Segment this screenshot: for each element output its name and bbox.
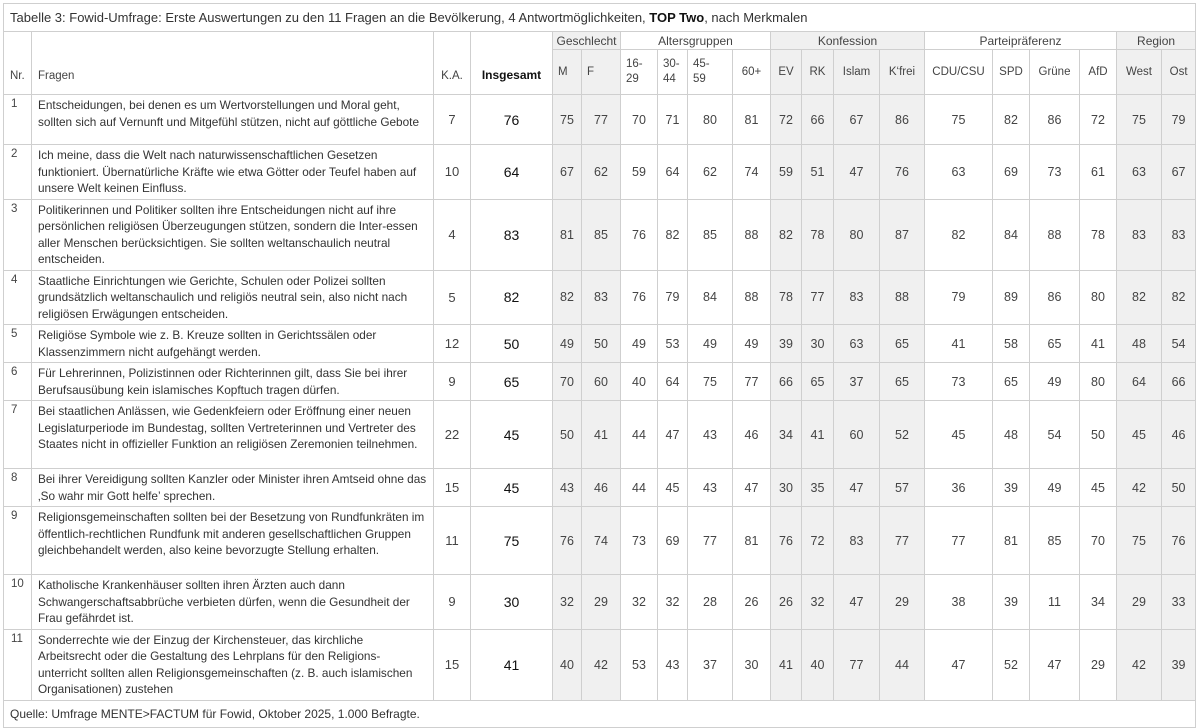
insgesamt-value: 64 xyxy=(471,145,553,200)
value-m: 70 xyxy=(553,363,582,401)
value-16-29: 49 xyxy=(621,325,658,363)
value-afd: 80 xyxy=(1080,270,1117,325)
value-cdu-csu: 73 xyxy=(925,363,993,401)
value-cdu-csu: 77 xyxy=(925,507,993,575)
value-16-29: 59 xyxy=(621,145,658,200)
value-ost: 67 xyxy=(1162,145,1196,200)
value-afd: 61 xyxy=(1080,145,1117,200)
value-west: 42 xyxy=(1117,629,1162,700)
value-islam: 37 xyxy=(834,363,880,401)
value-west: 83 xyxy=(1117,199,1162,270)
value-spd: 65 xyxy=(993,363,1030,401)
insgesamt-value: 83 xyxy=(471,199,553,270)
value-m: 32 xyxy=(553,575,582,630)
question-text: Katholische Krankenhäuser sollten ihren Ärzten auch dann Schwangerschaftsabbrüche verbieten dürfen, wenn die Gesundheit der Frau gefährdet ist. xyxy=(32,575,434,630)
question-text: Politikerinnen und Politiker sollten ihre Entscheidungen nicht auf ihre persönlichen religiösen Überzeugungen stützen, sondern die Inter-essen aller Menschen berücksichtigen. Sie sollten weltanschaulich neutral entscheiden. xyxy=(32,199,434,270)
value-spd: 58 xyxy=(993,325,1030,363)
value-cdu-csu: 38 xyxy=(925,575,993,630)
value-islam: 47 xyxy=(834,575,880,630)
value-afd: 50 xyxy=(1080,401,1117,469)
table-row xyxy=(4,145,1196,200)
column-header-west: West xyxy=(1117,50,1162,95)
row-number: 5 xyxy=(4,325,32,363)
value-m: 43 xyxy=(553,469,582,507)
value-afd: 45 xyxy=(1080,469,1117,507)
value-afd: 41 xyxy=(1080,325,1117,363)
value-16-29: 44 xyxy=(621,401,658,469)
source-note: Quelle: Umfrage MENTE>FACTUM für Fowid, Oktober 2025, 1.000 Befragte. xyxy=(4,700,1196,727)
column-header-afd: AfD xyxy=(1080,50,1117,95)
value-kfrei: 86 xyxy=(880,95,925,145)
value-ost: 39 xyxy=(1162,629,1196,700)
value-rk: 41 xyxy=(802,401,834,469)
value-islam: 63 xyxy=(834,325,880,363)
value-45-59: 84 xyxy=(688,270,733,325)
value-m: 81 xyxy=(553,199,582,270)
table-row xyxy=(4,469,1196,507)
value-m: 76 xyxy=(553,507,582,575)
value-islam: 47 xyxy=(834,145,880,200)
value-spd: 69 xyxy=(993,145,1030,200)
value-45-59: 85 xyxy=(688,199,733,270)
value-islam: 80 xyxy=(834,199,880,270)
value-30-44: 32 xyxy=(658,575,688,630)
value-kfrei: 52 xyxy=(880,401,925,469)
title-row xyxy=(4,4,1196,32)
footer-row xyxy=(4,700,1196,727)
value-16-29: 40 xyxy=(621,363,658,401)
header-nr: Nr. xyxy=(4,32,32,95)
value-45-59: 62 xyxy=(688,145,733,200)
survey-table xyxy=(3,3,1196,728)
ka-value: 11 xyxy=(434,507,471,575)
value-islam: 77 xyxy=(834,629,880,700)
question-text: Religiöse Symbole wie z. B. Kreuze sollten in Gerichtssälen oder Klassenzimmern nicht aufgehängt werden. xyxy=(32,325,434,363)
row-number: 4 xyxy=(4,270,32,325)
value-kfrei: 65 xyxy=(880,363,925,401)
insgesamt-value: 41 xyxy=(471,629,553,700)
value-gruene: 85 xyxy=(1030,507,1080,575)
value-30-44: 45 xyxy=(658,469,688,507)
value-ev: 41 xyxy=(771,629,802,700)
value-30-44: 64 xyxy=(658,363,688,401)
value-cdu-csu: 41 xyxy=(925,325,993,363)
value-m: 40 xyxy=(553,629,582,700)
question-text: Bei ihrer Vereidigung sollten Kanzler oder Minister ihren Amtseid ohne das ‚So wahr mir Gott helfe’ sprechen. xyxy=(32,469,434,507)
value-45-59: 77 xyxy=(688,507,733,575)
value-f: 46 xyxy=(582,469,621,507)
value-60plus: 77 xyxy=(733,363,771,401)
question-text: Entscheidungen, bei denen es um Wertvorstellungen und Moral geht, sollten sich auf Vernunft und Mitgefühl stützen, nicht auf göttliche Gebote xyxy=(32,95,434,145)
table-title-highlight: TOP Two xyxy=(649,10,705,25)
row-number: 11 xyxy=(4,629,32,700)
value-45-59: 43 xyxy=(688,401,733,469)
value-rk: 35 xyxy=(802,469,834,507)
question-text: Ich meine, dass die Welt nach naturwissenschaftlichen Gesetzen funktioniert. Übernatürliche Kräfte wie etwa Götter oder Teufel haben auf unsere Welt keinen Einfluss. xyxy=(32,145,434,200)
ka-value: 9 xyxy=(434,363,471,401)
row-number: 8 xyxy=(4,469,32,507)
value-spd: 84 xyxy=(993,199,1030,270)
value-f: 41 xyxy=(582,401,621,469)
row-number: 2 xyxy=(4,145,32,200)
value-45-59: 43 xyxy=(688,469,733,507)
group-parteipraeferenz: Parteipräferenz xyxy=(925,32,1117,50)
value-kfrei: 87 xyxy=(880,199,925,270)
value-16-29: 73 xyxy=(621,507,658,575)
value-60plus: 88 xyxy=(733,199,771,270)
value-ost: 54 xyxy=(1162,325,1196,363)
value-west: 42 xyxy=(1117,469,1162,507)
column-header-ost: Ost xyxy=(1162,50,1196,95)
ka-value: 12 xyxy=(434,325,471,363)
value-gruene: 54 xyxy=(1030,401,1080,469)
question-text: Für Lehrerinnen, Polizistinnen oder Richterinnen gilt, dass Sie bei ihrer Berufsausübung kein islamisches Kopftuch tragen dürfen. xyxy=(32,363,434,401)
column-header-f: F xyxy=(582,50,621,95)
value-ev: 26 xyxy=(771,575,802,630)
value-rk: 32 xyxy=(802,575,834,630)
value-islam: 83 xyxy=(834,507,880,575)
value-30-44: 79 xyxy=(658,270,688,325)
header-ka: K.A. xyxy=(434,32,471,95)
value-f: 62 xyxy=(582,145,621,200)
value-gruene: 65 xyxy=(1030,325,1080,363)
column-header-cdu-csu: CDU/CSU xyxy=(925,50,993,95)
value-rk: 78 xyxy=(802,199,834,270)
value-ev: 76 xyxy=(771,507,802,575)
value-spd: 39 xyxy=(993,469,1030,507)
value-gruene: 49 xyxy=(1030,469,1080,507)
value-ost: 83 xyxy=(1162,199,1196,270)
value-cdu-csu: 63 xyxy=(925,145,993,200)
question-text: Bei staatlichen Anlässen, wie Gedenkfeiern oder Eröffnung einer neuen Legislaturperiode im Bundestag, sollten Vertreterinnen und Vertreter des Staates nicht in offizieller Funktion an religiösen Zeremonien teilnehmen. xyxy=(32,401,434,469)
value-kfrei: 76 xyxy=(880,145,925,200)
value-afd: 72 xyxy=(1080,95,1117,145)
value-16-29: 32 xyxy=(621,575,658,630)
value-afd: 34 xyxy=(1080,575,1117,630)
table-row xyxy=(4,401,1196,469)
value-rk: 30 xyxy=(802,325,834,363)
value-spd: 89 xyxy=(993,270,1030,325)
insgesamt-value: 65 xyxy=(471,363,553,401)
header-fragen: Fragen xyxy=(32,32,434,95)
value-kfrei: 65 xyxy=(880,325,925,363)
insgesamt-value: 82 xyxy=(471,270,553,325)
value-cdu-csu: 45 xyxy=(925,401,993,469)
value-islam: 83 xyxy=(834,270,880,325)
value-f: 42 xyxy=(582,629,621,700)
value-ost: 66 xyxy=(1162,363,1196,401)
insgesamt-value: 50 xyxy=(471,325,553,363)
column-header-45-59: 45- 59 xyxy=(688,50,733,95)
value-ost: 50 xyxy=(1162,469,1196,507)
value-gruene: 73 xyxy=(1030,145,1080,200)
insgesamt-value: 45 xyxy=(471,401,553,469)
value-kfrei: 57 xyxy=(880,469,925,507)
ka-value: 10 xyxy=(434,145,471,200)
insgesamt-value: 30 xyxy=(471,575,553,630)
question-text: Sonderrechte wie der Einzug der Kirchensteuer, das kirchliche Arbeitsrecht oder die Gestaltung des Lehrplans für den Religions-unterricht sollten allen Religionsgemeinschaften (z. B. auch islamischen Organisationen) zustehen xyxy=(32,629,434,700)
value-30-44: 43 xyxy=(658,629,688,700)
value-ev: 78 xyxy=(771,270,802,325)
table-row xyxy=(4,363,1196,401)
value-rk: 65 xyxy=(802,363,834,401)
value-45-59: 80 xyxy=(688,95,733,145)
value-f: 83 xyxy=(582,270,621,325)
value-cdu-csu: 47 xyxy=(925,629,993,700)
value-30-44: 71 xyxy=(658,95,688,145)
table-row xyxy=(4,507,1196,575)
value-60plus: 30 xyxy=(733,629,771,700)
group-header-row xyxy=(4,32,1196,50)
group-region: Region xyxy=(1117,32,1196,50)
value-m: 50 xyxy=(553,401,582,469)
value-spd: 82 xyxy=(993,95,1030,145)
value-60plus: 81 xyxy=(733,95,771,145)
value-kfrei: 29 xyxy=(880,575,925,630)
value-gruene: 88 xyxy=(1030,199,1080,270)
column-header-ev: EV xyxy=(771,50,802,95)
question-text: Staatliche Einrichtungen wie Gerichte, Schulen oder Polizei sollten grundsätzlich weltanschaulich und religiös neutral sein, also nicht nach religiösen Erwägungen entscheiden. xyxy=(32,270,434,325)
value-ost: 46 xyxy=(1162,401,1196,469)
group-geschlecht: Geschlecht xyxy=(553,32,621,50)
table-row xyxy=(4,199,1196,270)
column-header-islam: Islam xyxy=(834,50,880,95)
value-30-44: 69 xyxy=(658,507,688,575)
value-ev: 30 xyxy=(771,469,802,507)
value-cdu-csu: 36 xyxy=(925,469,993,507)
value-islam: 60 xyxy=(834,401,880,469)
value-rk: 72 xyxy=(802,507,834,575)
column-header-kfrei: K‘frei xyxy=(880,50,925,95)
value-ost: 79 xyxy=(1162,95,1196,145)
column-header-gruene: Grüne xyxy=(1030,50,1080,95)
value-ev: 72 xyxy=(771,95,802,145)
value-ev: 59 xyxy=(771,145,802,200)
value-ost: 82 xyxy=(1162,270,1196,325)
value-gruene: 49 xyxy=(1030,363,1080,401)
column-header-spd: SPD xyxy=(993,50,1030,95)
ka-value: 15 xyxy=(434,469,471,507)
table-row xyxy=(4,575,1196,630)
value-west: 29 xyxy=(1117,575,1162,630)
value-30-44: 82 xyxy=(658,199,688,270)
value-rk: 51 xyxy=(802,145,834,200)
question-text: Religionsgemeinschaften sollten bei der Besetzung von Rundfunkräten im öffentlich-rechtlichen Rundfunk mit anderen gesellschaftlichen Gruppen gleichbehandelt werden, also keine bevorzugte Stellung erhalten. xyxy=(32,507,434,575)
row-number: 7 xyxy=(4,401,32,469)
table-title: Tabelle 3: Fowid-Umfrage: Erste Auswertungen zu den 11 Fragen an die Bevölkerung, 4 Antwortmöglichkeiten, TOP Two, nach Merkmalen xyxy=(4,4,1196,32)
insgesamt-value: 75 xyxy=(471,507,553,575)
value-60plus: 47 xyxy=(733,469,771,507)
ka-value: 15 xyxy=(434,629,471,700)
table-row xyxy=(4,325,1196,363)
value-m: 67 xyxy=(553,145,582,200)
value-west: 45 xyxy=(1117,401,1162,469)
group-altersgruppen: Altersgruppen xyxy=(621,32,771,50)
value-afd: 29 xyxy=(1080,629,1117,700)
header-insgesamt: Insgesamt xyxy=(471,32,553,95)
value-16-29: 70 xyxy=(621,95,658,145)
value-kfrei: 44 xyxy=(880,629,925,700)
value-cdu-csu: 75 xyxy=(925,95,993,145)
value-45-59: 37 xyxy=(688,629,733,700)
table-row xyxy=(4,270,1196,325)
ka-value: 7 xyxy=(434,95,471,145)
value-60plus: 49 xyxy=(733,325,771,363)
value-30-44: 47 xyxy=(658,401,688,469)
ka-value: 22 xyxy=(434,401,471,469)
row-number: 1 xyxy=(4,95,32,145)
value-spd: 81 xyxy=(993,507,1030,575)
value-45-59: 49 xyxy=(688,325,733,363)
value-f: 77 xyxy=(582,95,621,145)
value-ev: 66 xyxy=(771,363,802,401)
value-west: 64 xyxy=(1117,363,1162,401)
value-60plus: 26 xyxy=(733,575,771,630)
column-header-m: M xyxy=(553,50,582,95)
value-rk: 66 xyxy=(802,95,834,145)
value-rk: 40 xyxy=(802,629,834,700)
value-60plus: 81 xyxy=(733,507,771,575)
ka-value: 4 xyxy=(434,199,471,270)
value-rk: 77 xyxy=(802,270,834,325)
group-konfession: Konfession xyxy=(771,32,925,50)
value-afd: 78 xyxy=(1080,199,1117,270)
value-gruene: 86 xyxy=(1030,270,1080,325)
value-spd: 52 xyxy=(993,629,1030,700)
value-gruene: 47 xyxy=(1030,629,1080,700)
value-west: 75 xyxy=(1117,95,1162,145)
value-gruene: 11 xyxy=(1030,575,1080,630)
value-west: 48 xyxy=(1117,325,1162,363)
value-45-59: 28 xyxy=(688,575,733,630)
column-header-rk: RK xyxy=(802,50,834,95)
value-30-44: 53 xyxy=(658,325,688,363)
value-f: 29 xyxy=(582,575,621,630)
value-16-29: 44 xyxy=(621,469,658,507)
column-header-16-29: 16- 29 xyxy=(621,50,658,95)
value-f: 85 xyxy=(582,199,621,270)
row-number: 9 xyxy=(4,507,32,575)
value-m: 75 xyxy=(553,95,582,145)
value-m: 82 xyxy=(553,270,582,325)
value-kfrei: 88 xyxy=(880,270,925,325)
value-afd: 70 xyxy=(1080,507,1117,575)
value-west: 75 xyxy=(1117,507,1162,575)
value-16-29: 76 xyxy=(621,199,658,270)
row-number: 3 xyxy=(4,199,32,270)
table-row xyxy=(4,629,1196,700)
row-number: 10 xyxy=(4,575,32,630)
value-islam: 47 xyxy=(834,469,880,507)
value-f: 74 xyxy=(582,507,621,575)
value-kfrei: 77 xyxy=(880,507,925,575)
value-30-44: 64 xyxy=(658,145,688,200)
table-row xyxy=(4,95,1196,145)
value-f: 50 xyxy=(582,325,621,363)
value-west: 82 xyxy=(1117,270,1162,325)
value-60plus: 46 xyxy=(733,401,771,469)
value-afd: 80 xyxy=(1080,363,1117,401)
value-west: 63 xyxy=(1117,145,1162,200)
value-16-29: 76 xyxy=(621,270,658,325)
value-ost: 33 xyxy=(1162,575,1196,630)
value-cdu-csu: 82 xyxy=(925,199,993,270)
row-number: 6 xyxy=(4,363,32,401)
value-gruene: 86 xyxy=(1030,95,1080,145)
ka-value: 9 xyxy=(434,575,471,630)
insgesamt-value: 45 xyxy=(471,469,553,507)
column-header-30-44: 30- 44 xyxy=(658,50,688,95)
value-16-29: 53 xyxy=(621,629,658,700)
value-islam: 67 xyxy=(834,95,880,145)
value-60plus: 88 xyxy=(733,270,771,325)
value-spd: 39 xyxy=(993,575,1030,630)
value-ost: 76 xyxy=(1162,507,1196,575)
value-f: 60 xyxy=(582,363,621,401)
value-spd: 48 xyxy=(993,401,1030,469)
value-ev: 39 xyxy=(771,325,802,363)
ka-value: 5 xyxy=(434,270,471,325)
value-m: 49 xyxy=(553,325,582,363)
column-header-60plus: 60+ xyxy=(733,50,771,95)
insgesamt-value: 76 xyxy=(471,95,553,145)
value-cdu-csu: 79 xyxy=(925,270,993,325)
value-ev: 34 xyxy=(771,401,802,469)
value-60plus: 74 xyxy=(733,145,771,200)
value-ev: 82 xyxy=(771,199,802,270)
value-45-59: 75 xyxy=(688,363,733,401)
